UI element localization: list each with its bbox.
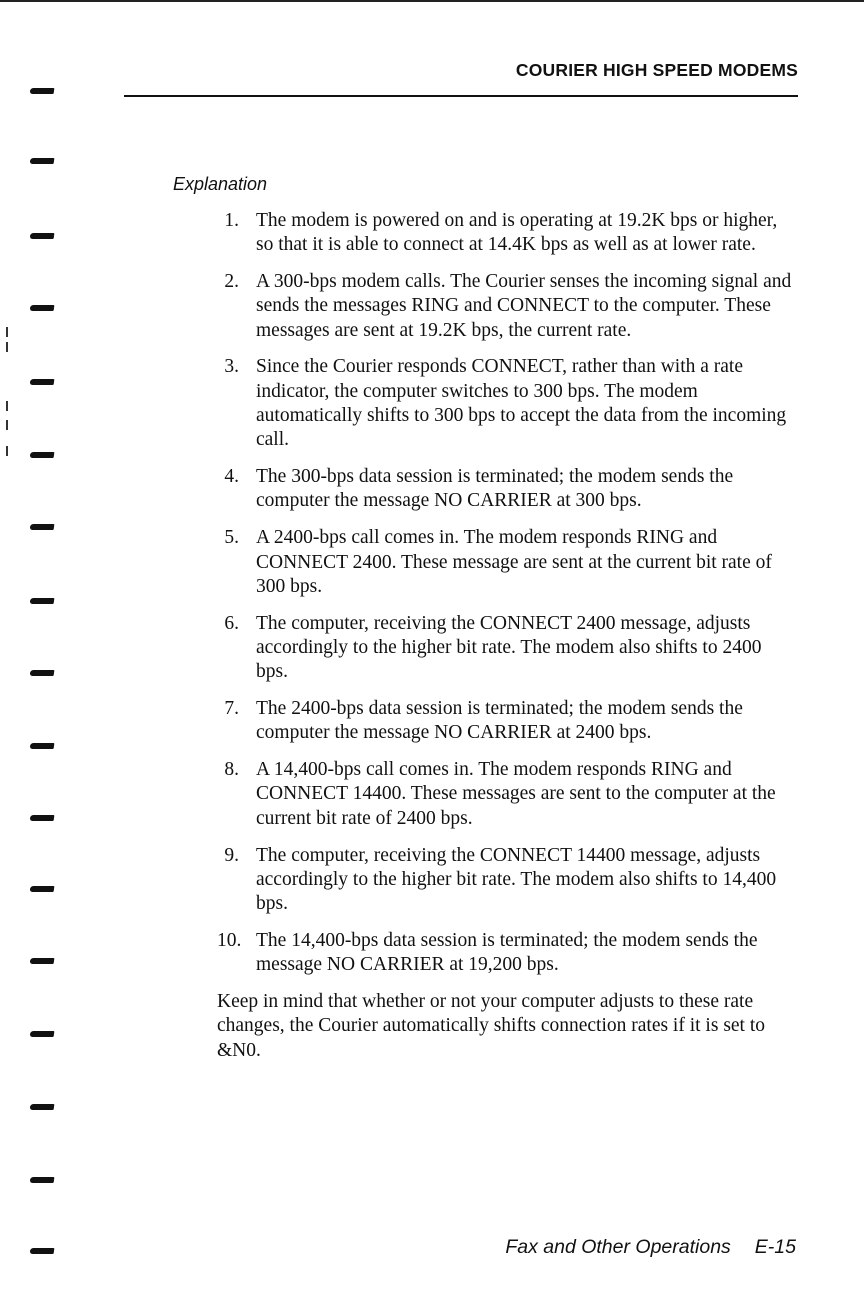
binder-mark <box>30 743 55 749</box>
binder-mark <box>30 233 55 239</box>
step-text: Since the Courier responds CONNECT, rather than with a rate indicator, the computer switches to 300 bps. The modem automatically shifts to 300 bps to accept the data from the incoming call. <box>256 356 787 451</box>
page-top-border <box>0 0 864 2</box>
header-rule <box>124 95 798 97</box>
step-text: A 14,400-bps call comes in. The modem responds RING and CONNECT 14400. These messages are sent to the computer at the current bit rate of 2400 bps. <box>256 759 776 829</box>
list-item <box>217 526 797 599</box>
step-text: The modem is powered on and is operating at 19.2K bps or higher, so that it is able to connect at 14.4K bps as well as at lower rate. <box>256 210 778 256</box>
binder-mark <box>30 958 55 964</box>
step-number: 4. <box>224 466 239 488</box>
step-number: 8. <box>224 759 239 781</box>
list-item <box>217 758 797 831</box>
edge-tick <box>6 327 8 337</box>
list-item <box>217 355 797 452</box>
body-content <box>217 209 797 1082</box>
step-text: A 2400-bps call comes in. The modem responds RING and CONNECT 2400. These message are sent at the current bit rate of 300 bps. <box>256 527 772 597</box>
list-item <box>217 270 797 343</box>
binder-mark <box>30 305 55 311</box>
binder-mark <box>30 670 55 676</box>
binder-mark <box>30 1248 55 1254</box>
list-item <box>217 465 797 514</box>
binder-mark <box>30 379 55 385</box>
list-item <box>217 844 797 917</box>
step-text: The computer, receiving the CONNECT 2400 message, adjusts accordingly to the higher bit rate. The modem also shifts to 2400 bps. <box>256 612 762 683</box>
step-text: The computer, receiving the CONNECT 14400 message, adjusts accordingly to the higher bit rate. The modem also shifts to 14,400 bps. <box>256 844 777 915</box>
binder-mark <box>30 158 55 164</box>
step-number: 9. <box>224 844 239 866</box>
steps-list <box>217 209 797 978</box>
page-footer <box>124 1236 796 1259</box>
step-number: 2. <box>224 271 239 293</box>
list-item <box>217 929 797 978</box>
page-header-title: COURIER HIGH SPEED MODEMS <box>515 60 798 80</box>
step-number: 10. <box>217 929 242 951</box>
step-text: A 300-bps modem calls. The Courier senses the incoming signal and sends the messages RING and CONNECT to the computer. These messages are sent at 19.2K bps, the current rate. <box>256 271 792 341</box>
step-number: 3. <box>224 356 239 378</box>
edge-tick <box>6 342 8 352</box>
binder-mark <box>30 598 55 604</box>
list-item <box>217 612 797 685</box>
list-item <box>217 209 797 258</box>
edge-tick <box>6 446 8 456</box>
edge-tick <box>6 420 8 430</box>
binder-mark <box>30 1031 55 1037</box>
section-label: Explanation <box>173 174 268 194</box>
closing-paragraph: Keep in mind that whether or not your computer adjusts to these rate changes, the Courier automatically shifts connection rates if it is set to &N0. <box>217 991 766 1061</box>
edge-tick <box>6 401 8 411</box>
binder-mark <box>30 815 55 821</box>
step-number: 1. <box>224 210 239 231</box>
list-item <box>217 697 797 746</box>
binder-mark <box>30 452 55 458</box>
page-number: E-15 <box>754 1236 796 1258</box>
footer-section-title: Fax and Other Operations <box>505 1236 731 1258</box>
binder-mark <box>30 524 55 530</box>
binder-mark <box>30 886 55 892</box>
step-number: 6. <box>224 612 239 634</box>
step-number: 7. <box>224 698 239 720</box>
binder-mark <box>30 88 55 94</box>
step-text: The 300-bps data session is terminated; the modem sends the computer the message NO CARRIER at 300 bps. <box>256 466 734 512</box>
step-text: The 2400-bps data session is terminated; the modem sends the computer the message NO CARRIER at 2400 bps. <box>256 698 743 744</box>
binder-mark <box>30 1104 55 1110</box>
binder-mark <box>30 1177 55 1183</box>
step-text: The 14,400-bps data session is terminated; the modem sends the message NO CARRIER at 19,200 bps. <box>256 929 758 976</box>
step-number: 5. <box>224 527 239 549</box>
